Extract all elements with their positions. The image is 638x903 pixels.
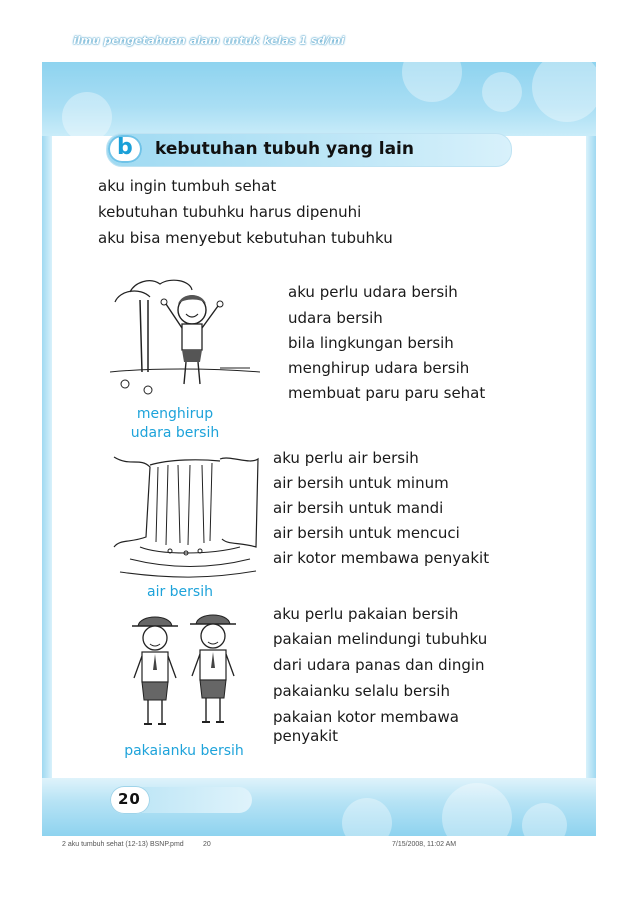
intro-line: kebutuhan tubuhku harus dipenuhi bbox=[98, 203, 362, 221]
left-decor-band bbox=[42, 136, 52, 836]
caption-line: pakaianku bersih bbox=[124, 743, 244, 759]
intro-line: aku ingin tumbuh sehat bbox=[98, 177, 277, 195]
section-title: kebutuhan tubuh yang lain bbox=[155, 139, 414, 159]
block-line: aku perlu air bersih bbox=[273, 449, 419, 467]
footer-page: 20 bbox=[203, 841, 211, 848]
section-letter: b bbox=[117, 135, 133, 160]
caption-line: udara bersih bbox=[130, 425, 220, 441]
block-line: penyakit bbox=[273, 727, 339, 745]
block-line: pakaian kotor membawa bbox=[273, 708, 459, 726]
block-line: dari udara panas dan dingin bbox=[273, 656, 485, 674]
block-line: air bersih untuk mencuci bbox=[273, 524, 460, 542]
footer-filename: 2 aku tumbuh sehat (12-13) BSNP.pmd bbox=[62, 841, 184, 848]
block-line: air kotor membawa penyakit bbox=[273, 549, 490, 567]
block-line: bila lingkungan bersih bbox=[288, 334, 454, 352]
block-line: pakaian melindungi tubuhku bbox=[273, 630, 488, 648]
block-line: aku perlu pakaian bersih bbox=[273, 605, 459, 623]
page-number: 20 bbox=[118, 790, 141, 808]
block-line: menghirup udara bersih bbox=[288, 359, 470, 377]
block-line: aku perlu udara bersih bbox=[288, 283, 458, 301]
block-line: membuat paru paru sehat bbox=[288, 384, 486, 402]
block-line: udara bersih bbox=[288, 309, 383, 327]
right-decor-band bbox=[586, 136, 596, 836]
boy-breathing-illustration bbox=[110, 272, 260, 407]
top-decor-band bbox=[42, 62, 596, 136]
waterfall-illustration bbox=[110, 447, 260, 582]
block-line: pakaianku selalu bersih bbox=[273, 682, 450, 700]
caption-line: air bersih bbox=[147, 584, 213, 600]
children-uniform-illustration bbox=[120, 608, 250, 736]
block-line: air bersih untuk minum bbox=[273, 474, 449, 492]
footer-timestamp: 7/15/2008, 11:02 AM bbox=[392, 841, 457, 848]
block-line: air bersih untuk mandi bbox=[273, 499, 444, 517]
intro-line: aku bisa menyebut kebutuhan tubuhku bbox=[98, 229, 393, 247]
header-title: ilmu pengetahuan alam untuk kelas 1 sd/mi bbox=[73, 34, 345, 47]
caption-line: menghirup bbox=[136, 406, 214, 422]
